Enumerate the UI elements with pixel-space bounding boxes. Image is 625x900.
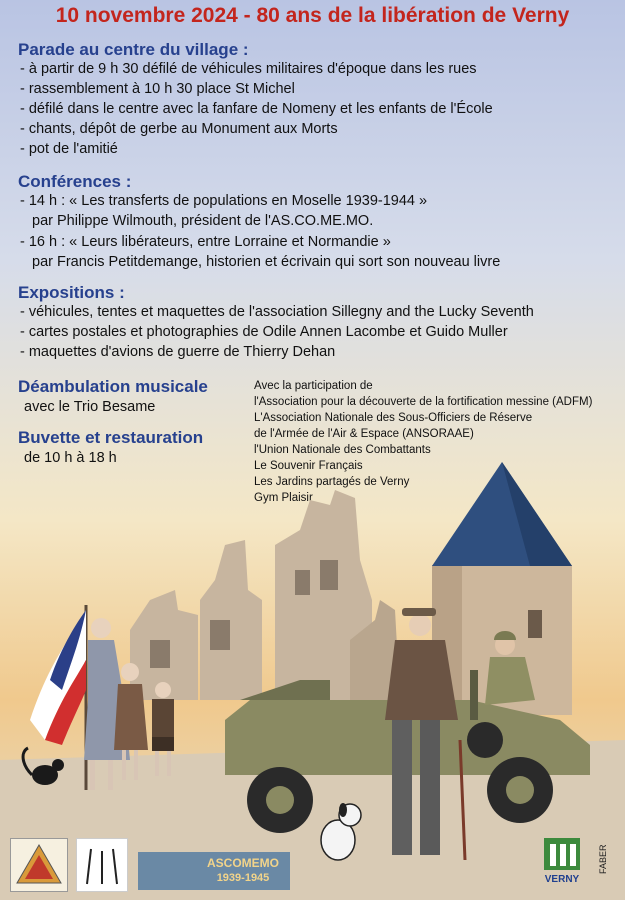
parade-item: - défilé dans le centre avec la fanfare de Nomeny et les enfants de l'École [20, 101, 493, 117]
parade-item: - chants, dépôt de gerbe au Monument aux Morts [20, 121, 338, 137]
ascomemo-years: 1939-1945 [216, 872, 270, 884]
poster-title: 10 novembre 2024 - 80 ans de la libération de Verny [55, 4, 570, 27]
participation-line: Gym Plaisir [254, 492, 313, 504]
ascomemo-name: ASCOMEMO [207, 856, 279, 870]
verny-emblem-icon [540, 834, 584, 874]
deambulation-heading: Déambulation musicale [18, 377, 208, 396]
association-logo [10, 838, 68, 892]
participation-line: de l'Armée de l'Air & Espace (ANSORAAE) [254, 428, 474, 440]
buvette-heading: Buvette et restauration [18, 428, 204, 447]
participation-line: l'Association pour la découverte de la fortification messine (ADFM) [254, 396, 593, 408]
deambulation-text: avec le Trio Besame [24, 399, 156, 415]
buvette-text: de 10 h à 18 h [24, 450, 117, 466]
conference-line: - 14 h : « Les transferts de populations en Moselle 1939-1944 » [20, 193, 428, 209]
liberation-illustration [0, 440, 625, 900]
parade-item: - pot de l'amitié [20, 141, 118, 157]
exposition-item: - maquettes d'avions de guerre de Thierry Dehan [20, 344, 336, 360]
triangle-emblem-icon [11, 839, 67, 891]
ruined-buildings [130, 490, 400, 700]
parade-heading: Parade au centre du village : [18, 40, 249, 59]
participation-line: Avec la participation de [254, 380, 373, 392]
conference-line: par Francis Petitdemange, historien et écrivain qui sort son nouveau livre [32, 254, 501, 270]
expositions-heading: Expositions : [18, 283, 125, 302]
exposition-item: - véhicules, tentes et maquettes de l'association Sillegny and the Lucky Seventh [20, 304, 534, 320]
conference-line: - 16 h : « Leurs libérateurs, entre Lorraine et Normandie » [20, 234, 391, 250]
verny-label: VERNY [544, 874, 580, 885]
participation-line: Les Jardins partagés de Verny [254, 476, 410, 488]
participation-line: L'Association Nationale des Sous-Officiers de Réserve [254, 412, 533, 424]
jardins-logo [76, 838, 128, 892]
verny-logo [540, 834, 584, 890]
conference-line: par Philippe Wilmouth, président de l'AS.CO.ME.MO. [32, 213, 374, 229]
parade-item: - rassemblement à 10 h 30 place St Michel [20, 81, 295, 97]
conferences-heading: Conférences : [18, 172, 132, 191]
artist-signature: FABER [598, 844, 608, 874]
ascomemo-logo [138, 852, 290, 890]
participation-line: l'Union Nationale des Combattants [254, 444, 431, 456]
gardener-icon [77, 839, 127, 891]
exposition-item: - cartes postales et photographies de Odile Annen Lacombe et Guido Muller [20, 324, 508, 340]
participation-line: Le Souvenir Français [254, 460, 363, 472]
parade-item: - à partir de 9 h 30 défilé de véhicules militaires d'époque dans les rues [20, 61, 477, 77]
